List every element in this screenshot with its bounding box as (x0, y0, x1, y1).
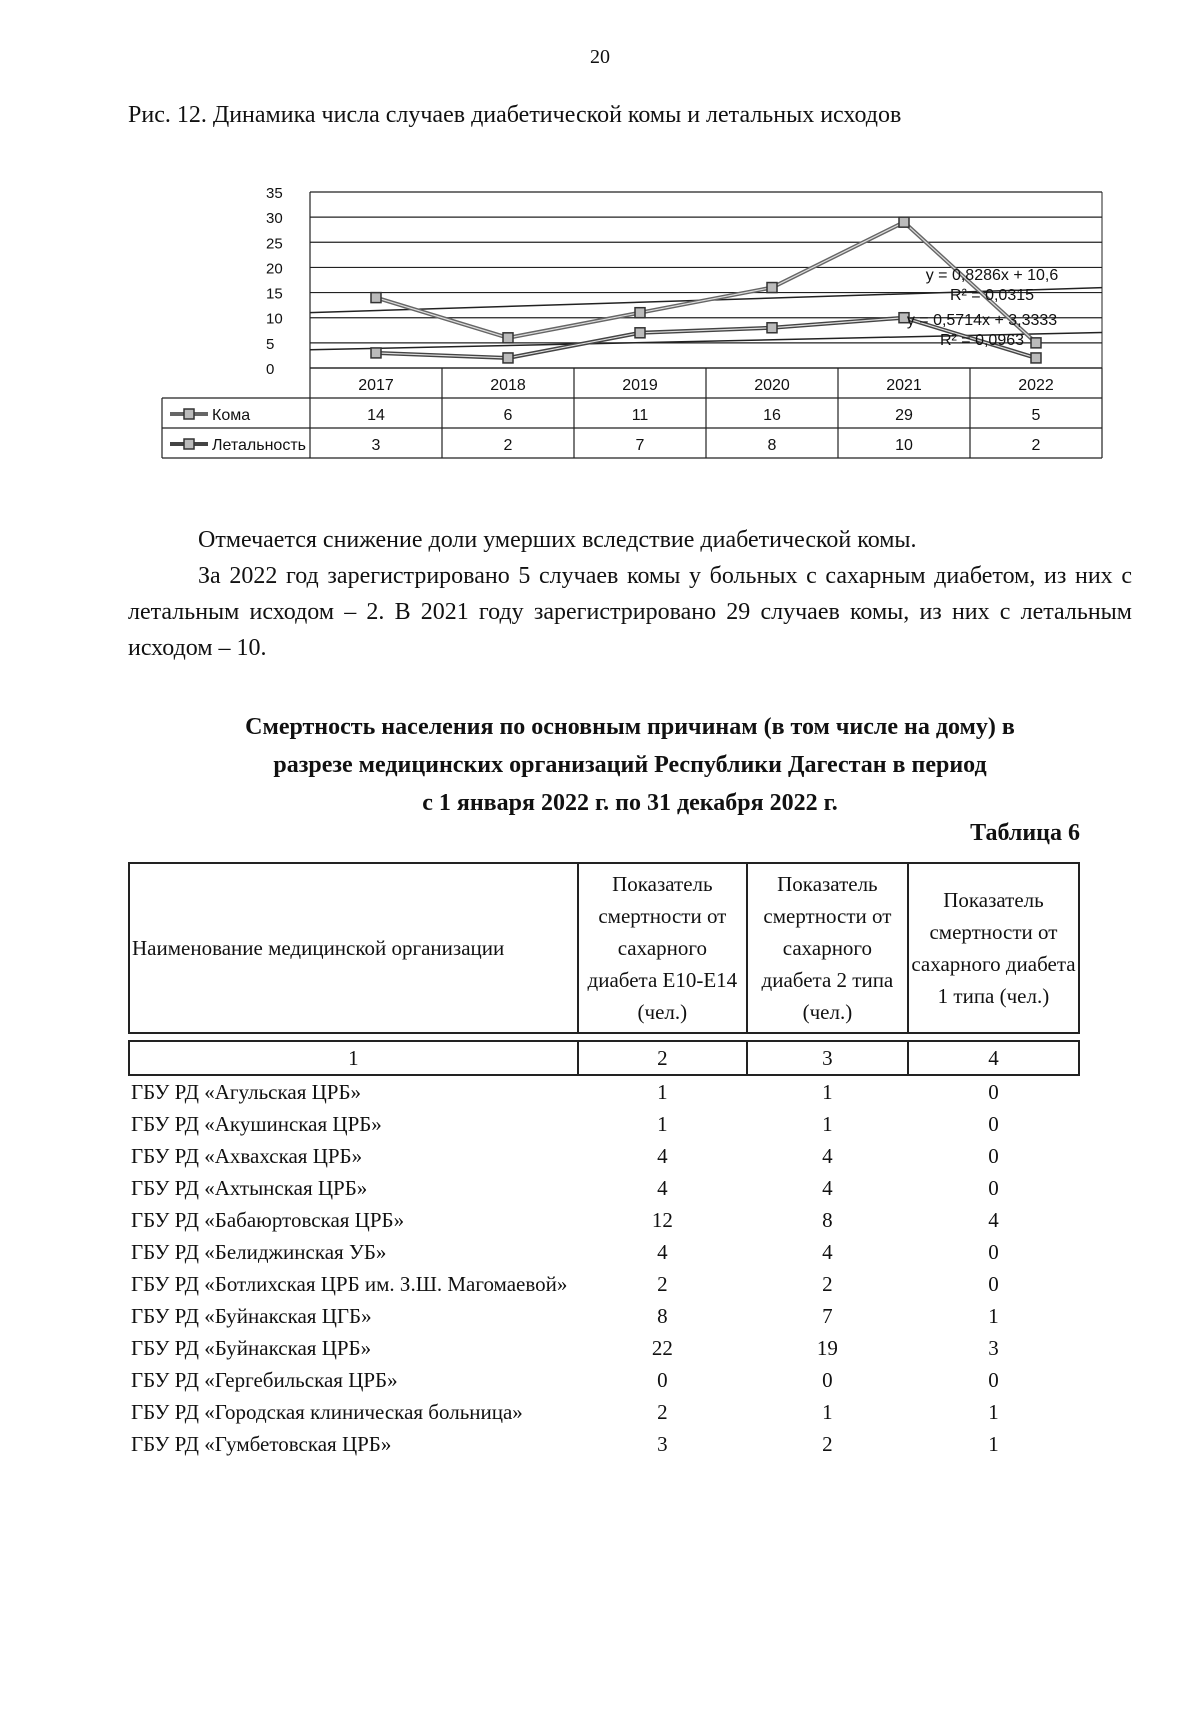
table-row (129, 1236, 1079, 1268)
trendline-annotation: y = 0,5714x + 3,3333 (906, 311, 1058, 329)
y-tick-label: 0 (266, 361, 275, 378)
column-number: 3 (747, 1041, 908, 1075)
y-tick-label: 35 (266, 185, 283, 202)
table-row (129, 1140, 1079, 1172)
table-row (129, 1172, 1079, 1204)
table-row (129, 1364, 1079, 1396)
value-type-1: 0 (988, 1080, 999, 1104)
y-tick-label: 30 (266, 210, 283, 228)
data-point (1031, 338, 1041, 348)
value-type-1: 1 (988, 1304, 999, 1328)
value-type-2: 2 (822, 1432, 833, 1456)
legend-marker (184, 439, 194, 449)
value-type-2: 1 (822, 1400, 833, 1424)
column-number-row (129, 1041, 1079, 1075)
value-e10-e14: 1 (657, 1080, 668, 1104)
table-label: Таблица 6 (970, 820, 1080, 846)
data-label: 6 (503, 407, 513, 424)
value-e10-e14: 4 (657, 1176, 668, 1200)
data-label: 29 (895, 407, 913, 424)
line-chart (160, 180, 1110, 480)
org-name-cell: ГБУ РД «Агульская ЦРБ» (131, 1080, 362, 1104)
data-point (635, 328, 645, 338)
table-row (129, 1204, 1079, 1236)
data-label: 14 (367, 407, 385, 424)
org-name-cell: ГБУ РД «Буйнакская ЦРБ» (131, 1336, 372, 1360)
mortality-table (128, 862, 1080, 1460)
value-e10-e14: 0 (657, 1368, 668, 1392)
trendline-annotation: y = 0,8286x + 10,6 (925, 267, 1059, 284)
trendline-annotation: R² = 0,0963 (939, 331, 1025, 349)
value-type-2: 1 (822, 1080, 833, 1104)
legend-entry: Летальность (212, 437, 306, 454)
data-label: 3 (371, 437, 381, 454)
section-title-line-2: разрезе медицинских организаций Республики Дагестан в период (273, 752, 987, 778)
table-row (129, 1108, 1079, 1140)
org-name-cell: ГБУ РД «Акушинская ЦРБ» (131, 1112, 382, 1136)
value-e10-e14: 2 (657, 1400, 668, 1424)
org-name-cell: ГБУ РД «Гумбетовская ЦРБ» (131, 1432, 392, 1456)
y-tick-label: 20 (266, 260, 283, 278)
value-e10-e14: 8 (657, 1304, 668, 1328)
value-type-1: 0 (988, 1112, 999, 1136)
data-point (371, 348, 381, 358)
org-name-cell: ГБУ РД «Ботлихская ЦРБ им. З.Ш. Магомаевой» (131, 1272, 568, 1296)
org-name-cell: ГБУ РД «Буйнакская ЦГБ» (131, 1304, 372, 1328)
header-e10-e14: Показатель смертности от сахарного диабета Е10-Е14 (чел.) (578, 863, 747, 1033)
value-e10-e14: 4 (657, 1144, 668, 1168)
paragraph-2: За 2022 год зарегистрировано 5 случаев комы у больных с сахарным диабетом, из них с летальным исходом – 2. В 2021 году зарегистрировано 29 случаев комы, из них с летальным исходом – 10. (128, 563, 1132, 661)
value-type-1: 0 (988, 1272, 999, 1296)
table-row (129, 1075, 1079, 1108)
table-row (129, 1428, 1079, 1460)
value-type-1: 3 (988, 1336, 999, 1360)
x-tick-label: 2020 (754, 377, 790, 394)
header-type-1: Показатель смертности от сахарного диабета 1 типа (чел.) (908, 863, 1079, 1033)
page-number: 20 (590, 46, 610, 68)
value-type-2: 4 (822, 1144, 833, 1168)
table-header-row (129, 863, 1079, 1033)
value-type-1: 0 (988, 1176, 999, 1200)
x-tick-label: 2017 (358, 377, 394, 394)
data-label: 2 (1031, 437, 1041, 454)
trendline-annotation: R² = 0,0315 (949, 287, 1035, 305)
x-tick-label: 2019 (622, 377, 658, 394)
data-label: 16 (763, 407, 781, 424)
table-row (129, 1300, 1079, 1332)
y-tick-label: 15 (266, 285, 283, 303)
chart-svg (160, 180, 1110, 480)
org-name-cell: ГБУ РД «Гергебильская ЦРБ» (131, 1368, 398, 1392)
data-point (371, 293, 381, 303)
data-label: 8 (767, 437, 777, 454)
y-tick-label: 5 (266, 335, 275, 353)
x-tick-label: 2021 (886, 377, 922, 394)
value-e10-e14: 12 (651, 1208, 673, 1232)
value-type-1: 0 (988, 1144, 999, 1168)
value-type-2: 7 (822, 1304, 833, 1328)
section-title-line-1: Смертность населения по основным причинам (в том числе на дому) в (245, 714, 1015, 740)
data-label: 5 (1031, 407, 1041, 424)
paragraph-1: Отмечается снижение доли умерших вследствие диабетической комы. (198, 527, 917, 553)
legend-marker (184, 409, 194, 419)
value-e10-e14: 1 (657, 1112, 668, 1136)
header-organization: Наименование медицинской организации (129, 863, 578, 1033)
value-e10-e14: 2 (657, 1272, 668, 1296)
header-type-2: Показатель смертности от сахарного диабета 2 типа (чел.) (747, 863, 908, 1033)
value-type-2: 19 (816, 1336, 838, 1360)
value-type-2: 1 (822, 1112, 833, 1136)
value-type-1: 4 (988, 1208, 999, 1232)
table-row (129, 1268, 1079, 1300)
figure-caption: Рис. 12. Динамика числа случаев диабетической комы и летальных исходов (128, 102, 902, 128)
data-label: 2 (503, 437, 513, 454)
value-type-2: 8 (822, 1208, 833, 1232)
org-name-cell: ГБУ РД «Ахтынская ЦРБ» (131, 1176, 368, 1200)
value-e10-e14: 22 (651, 1336, 673, 1360)
column-number: 1 (129, 1041, 578, 1075)
data-point (899, 217, 909, 227)
y-tick-label: 25 (266, 235, 283, 253)
data-point (1031, 353, 1041, 363)
value-type-2: 0 (822, 1368, 833, 1392)
section-title-line-3: с 1 января 2022 г. по 31 декабря 2022 г. (422, 790, 838, 816)
data-point (767, 323, 777, 333)
column-number: 4 (908, 1041, 1079, 1075)
value-type-2: 4 (822, 1176, 833, 1200)
value-type-1: 1 (988, 1432, 999, 1456)
x-tick-label: 2022 (1018, 377, 1054, 394)
data-point (767, 283, 777, 293)
org-name-cell: ГБУ РД «Бабаюртовская ЦРБ» (131, 1208, 405, 1232)
data-point (503, 333, 513, 343)
data-label: 11 (631, 407, 649, 424)
org-name-cell: ГБУ РД «Ахвахская ЦРБ» (131, 1144, 363, 1168)
table-row (129, 1332, 1079, 1364)
column-number: 2 (578, 1041, 747, 1075)
value-type-1: 0 (988, 1240, 999, 1264)
section-title (180, 708, 1080, 822)
value-e10-e14: 3 (657, 1432, 668, 1456)
org-name-cell: ГБУ РД «Городская клиническая больница» (131, 1400, 523, 1424)
x-tick-label: 2018 (490, 377, 526, 394)
value-type-2: 2 (822, 1272, 833, 1296)
value-e10-e14: 4 (657, 1240, 668, 1264)
data-label: 7 (635, 437, 645, 454)
data-point (503, 353, 513, 363)
value-type-1: 1 (988, 1400, 999, 1424)
value-type-1: 0 (988, 1368, 999, 1392)
value-type-2: 4 (822, 1240, 833, 1264)
data-label: 10 (895, 437, 913, 454)
table-row (129, 1396, 1079, 1428)
data-point (635, 308, 645, 318)
org-name-cell: ГБУ РД «Белиджинская УБ» (131, 1240, 387, 1264)
y-tick-label: 10 (266, 310, 283, 328)
legend-entry: Кома (212, 407, 251, 424)
